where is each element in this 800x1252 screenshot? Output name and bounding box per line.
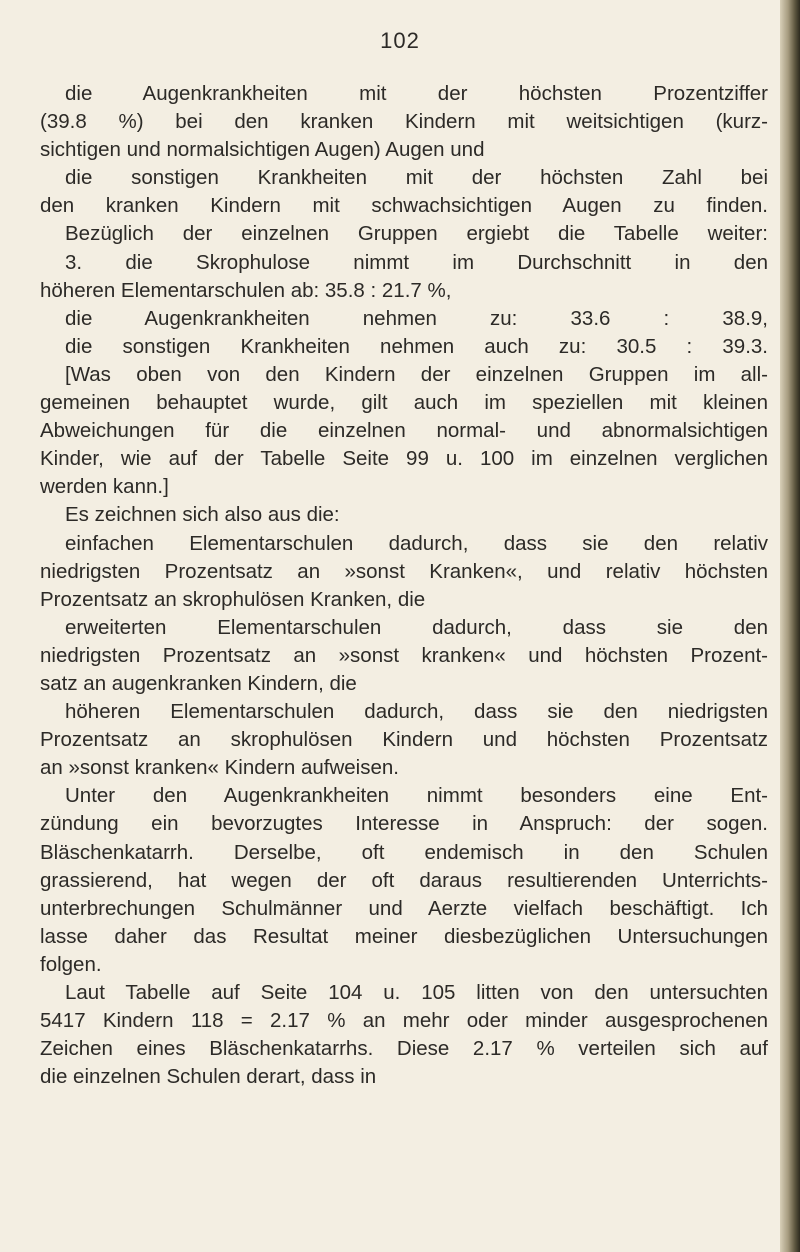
text-line: höheren Elementarschulen ab: 35.8 : 21.7 %,: [40, 278, 452, 302]
text-line: die sonstigen Krankheiten nehmen auch zu: 30.5 : 39.3.: [65, 334, 768, 358]
text-line: niedrigsten Prozentsatz an »sonst kranken« und höchsten Prozent-: [40, 643, 768, 667]
text-line: Abweichungen für die einzelnen normal- und abnormalsichtigen: [40, 419, 768, 443]
text-line: Bezüglich der einzelnen Gruppen ergiebt die Tabelle weiter:: [65, 222, 768, 246]
text-line: zündung ein bevorzugtes Interesse in Anspruch: der sogen.: [40, 812, 768, 836]
page-edge: [780, 0, 800, 1252]
text-line: satz an augenkranken Kindern, die: [40, 671, 357, 695]
text-line: sichtigen und normalsichtigen Augen) Augen und: [40, 138, 485, 162]
text-line: Bläschenkatarrh. Derselbe, oft endemisch in den Schulen: [40, 840, 768, 864]
text-line: Prozentsatz an skrophulösen Kranken, die: [40, 587, 426, 611]
text-line: an »sonst kranken« Kindern aufweisen.: [40, 756, 399, 780]
text-line: gemeinen behauptet wurde, gilt auch im speziellen mit kleinen: [40, 391, 768, 415]
text-line: Es zeichnen sich also aus die:: [65, 503, 340, 527]
text-line: erweiterten Elementarschulen dadurch, dass sie den: [65, 615, 768, 639]
text-line: lasse daher das Resultat meiner diesbezüglichen Untersuchungen: [40, 924, 768, 948]
text-line: die Augenkrankheiten nehmen zu: 33.6 : 38.9,: [65, 306, 768, 330]
text-line: höheren Elementarschulen dadurch, dass sie den niedrigsten: [65, 700, 768, 724]
text-line: Unter den Augenkrankheiten nimmt besonders eine Ent-: [65, 784, 768, 808]
text-line: die Augenkrankheiten mit der höchsten Prozentziffer: [65, 82, 768, 105]
text-line: die einzelnen Schulen derart, dass in: [40, 1065, 377, 1089]
text-line: unterbrechungen Schulmänner und Aerzte vielfach beschäftigt. Ich: [40, 896, 768, 920]
text-line: 3. die Skrophulose nimmt im Durchschnitt in den: [65, 250, 768, 274]
text-line: den kranken Kindern mit schwachsichtigen Augen zu finden.: [40, 194, 768, 218]
body-text: [40, 80, 768, 1091]
text-line: Prozentsatz an skrophulösen Kindern und höchsten Prozentsatz: [40, 728, 768, 752]
text-line: Kinder, wie auf der Tabelle Seite 99 u. 100 im einzelnen verglichen: [40, 447, 768, 471]
text-line: Laut Tabelle auf Seite 104 u. 105 litten von den untersuchten: [65, 981, 768, 1004]
text-line: die sonstigen Krankheiten mit der höchsten Zahl bei: [65, 166, 768, 190]
text-line: [Was oben von den Kindern der einzelnen Gruppen im all-: [65, 362, 768, 386]
text-line: Zeichen eines Bläschenkatarrhs. Diese 2.17 % verteilen sich auf: [40, 1037, 768, 1061]
page-number: 102: [380, 28, 420, 53]
text-line: grassierend, hat wegen der oft daraus resultierenden Unterrichts-: [40, 868, 768, 892]
text-line: werden kann.]: [40, 475, 169, 499]
text-line: niedrigsten Prozentsatz an »sonst Kranken«, und relativ höchsten: [40, 559, 768, 583]
text-line: 5417 Kindern 118 = 2.17 % an mehr oder minder ausgesprochenen: [40, 1009, 768, 1033]
text-line: folgen.: [40, 952, 102, 976]
text-line: (39.8 %) bei den kranken Kindern mit weitsichtigen (kurz-: [40, 110, 768, 134]
text-line: einfachen Elementarschulen dadurch, dass sie den relativ: [65, 531, 768, 555]
